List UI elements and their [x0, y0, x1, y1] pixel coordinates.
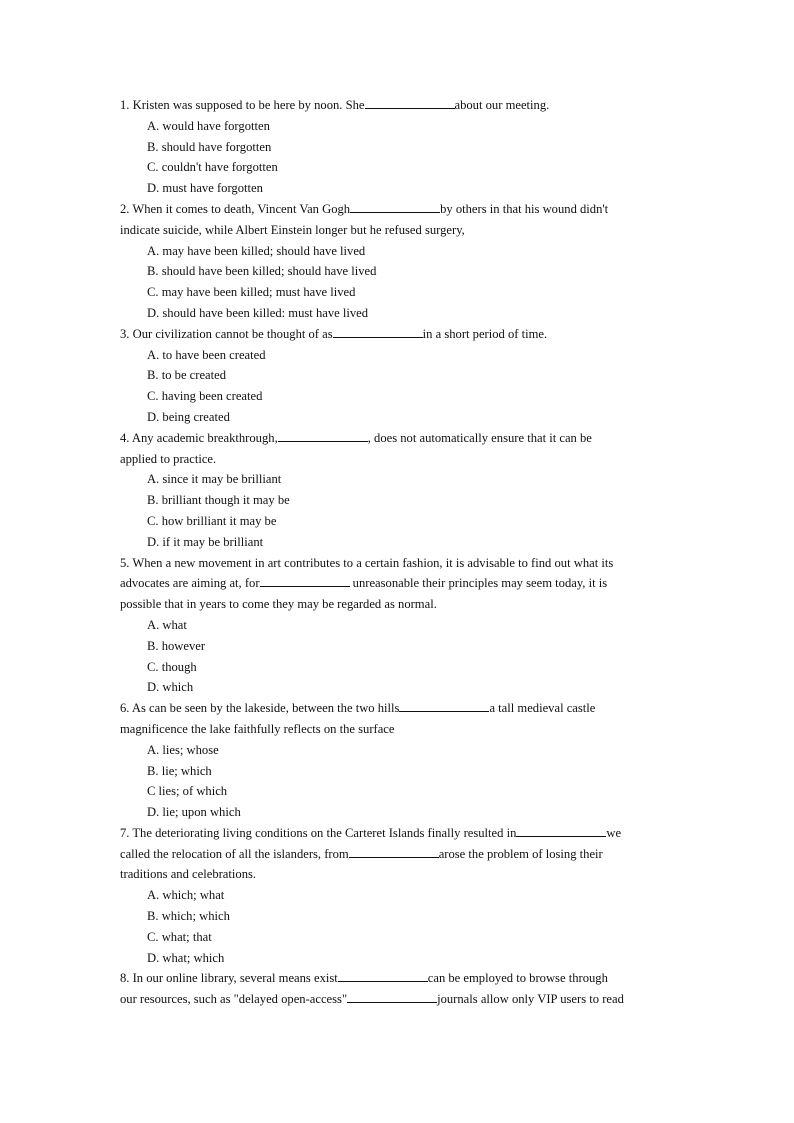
answer-blank [347, 990, 437, 1003]
answer-option: A. to have been created [147, 347, 266, 362]
answer-option: A. would have forgotten [147, 118, 270, 133]
question-text: possible that in years to come they may be regarded as normal. [120, 597, 437, 612]
question-text: 6. As can be seen by the lakeside, between the two hills [120, 701, 400, 716]
question-text: unreasonable their principles may seem today, it is [349, 576, 608, 591]
answer-option: B. should have been killed; should have lived [147, 264, 377, 279]
question-5 [120, 553, 680, 699]
answer-blank [278, 429, 368, 442]
question-text: can be employed to browse through [427, 971, 608, 986]
answer-blank [399, 699, 489, 712]
question-text: 5. When a new movement in art contributes to a certain fashion, it is advisable to find out what its [120, 555, 614, 570]
question-text-line [120, 823, 680, 844]
exam-page [120, 95, 680, 1010]
question-text: indicate suicide, while Albert Einstein longer but he refused surgery, [120, 222, 465, 237]
question-text: advocates are aiming at, for [120, 576, 260, 591]
question-2 [120, 199, 680, 324]
answer-option: B. to be created [147, 368, 227, 383]
answer-option: B. brilliant though it may be [147, 493, 290, 508]
answer-blank [260, 574, 350, 587]
answer-option: A. since it may be brilliant [147, 472, 282, 487]
question-4 [120, 428, 680, 553]
answer-option: C. may have been killed; must have lived [147, 285, 356, 300]
question-8 [120, 968, 680, 1010]
question-text: 8. In our online library, several means exist [120, 971, 338, 986]
question-text-line [120, 449, 680, 470]
answer-option: B. lie; which [147, 763, 212, 778]
answer-blank [365, 96, 455, 109]
question-text: , does not automatically ensure that it can be [367, 430, 592, 445]
question-text: applied to practice. [120, 451, 217, 466]
answer-option: A. which; what [147, 888, 225, 903]
answer-option: C. how brilliant it may be [147, 513, 277, 528]
question-text-line [120, 844, 680, 865]
question-text-line [120, 594, 680, 615]
question-text: in a short period of time. [422, 326, 548, 341]
question-3 [120, 324, 680, 428]
question-text: traditions and celebrations. [120, 867, 257, 882]
answer-blank [338, 969, 428, 982]
answer-option: B. should have forgotten [147, 139, 272, 154]
answer-blank [333, 325, 423, 338]
answer-option: A. what [147, 617, 187, 632]
question-text-line [120, 573, 680, 594]
answer-option: D. lie; upon which [147, 805, 241, 820]
question-text: 1. Kristen was supposed to be here by noon. She [120, 98, 365, 112]
answer-option: C. having been created [147, 389, 263, 404]
answer-option: B. however [147, 638, 206, 653]
answer-option: D. being created [147, 409, 230, 424]
question-text: journals allow only VIP users to read [437, 992, 624, 1007]
answer-option: D. if it may be brilliant [147, 534, 264, 549]
question-text-line [120, 220, 680, 241]
question-7 [120, 823, 680, 969]
answer-blank [350, 200, 440, 213]
question-text: called the relocation of all the islanders, from [120, 846, 349, 861]
question-text: 7. The deteriorating living conditions on the Carteret Islands finally resulted in [120, 825, 517, 840]
answer-option: A. lies; whose [147, 742, 219, 757]
question-text: 2. When it comes to death, Vincent Van Gogh [120, 201, 351, 216]
question-text-line [120, 199, 680, 220]
answer-option: C. though [147, 659, 197, 674]
question-text: a tall medieval castle [489, 701, 596, 716]
answer-option: B. which; which [147, 909, 230, 924]
answer-option: C. couldn't have forgotten [147, 160, 278, 175]
question-text-line [120, 95, 680, 116]
question-6 [120, 698, 680, 823]
question-text: 4. Any academic breakthrough, [120, 430, 278, 445]
answer-option: C. what; that [147, 929, 212, 944]
question-text-line [120, 864, 680, 885]
answer-option: D. must have forgotten [147, 181, 263, 196]
question-text-line [120, 324, 680, 345]
question-text: about our meeting. [454, 98, 550, 112]
question-text-line [120, 719, 680, 740]
answer-option: D. which [147, 680, 194, 695]
answer-option: A. may have been killed; should have lived [147, 243, 366, 258]
answer-blank [516, 824, 606, 837]
question-text-line [120, 989, 680, 1010]
answer-option: C lies; of which [147, 784, 228, 799]
question-text: 3. Our civilization cannot be thought of as [120, 326, 333, 341]
question-text-line [120, 968, 680, 989]
question-text-line [120, 553, 680, 574]
answer-option: D. should have been killed: must have lived [147, 305, 369, 320]
question-list [120, 95, 680, 1010]
question-text: our resources, such as "delayed open-access" [120, 992, 348, 1007]
question-text: we [606, 825, 622, 840]
question-text: arose the problem of losing their [438, 846, 603, 861]
question-1 [120, 95, 680, 199]
question-text-line [120, 428, 680, 449]
question-text: by others in that his wound didn't [440, 201, 609, 216]
answer-option: D. what; which [147, 950, 225, 965]
question-text-line [120, 698, 680, 719]
question-text: magnificence the lake faithfully reflects on the surface [120, 721, 395, 736]
answer-blank [349, 845, 439, 858]
